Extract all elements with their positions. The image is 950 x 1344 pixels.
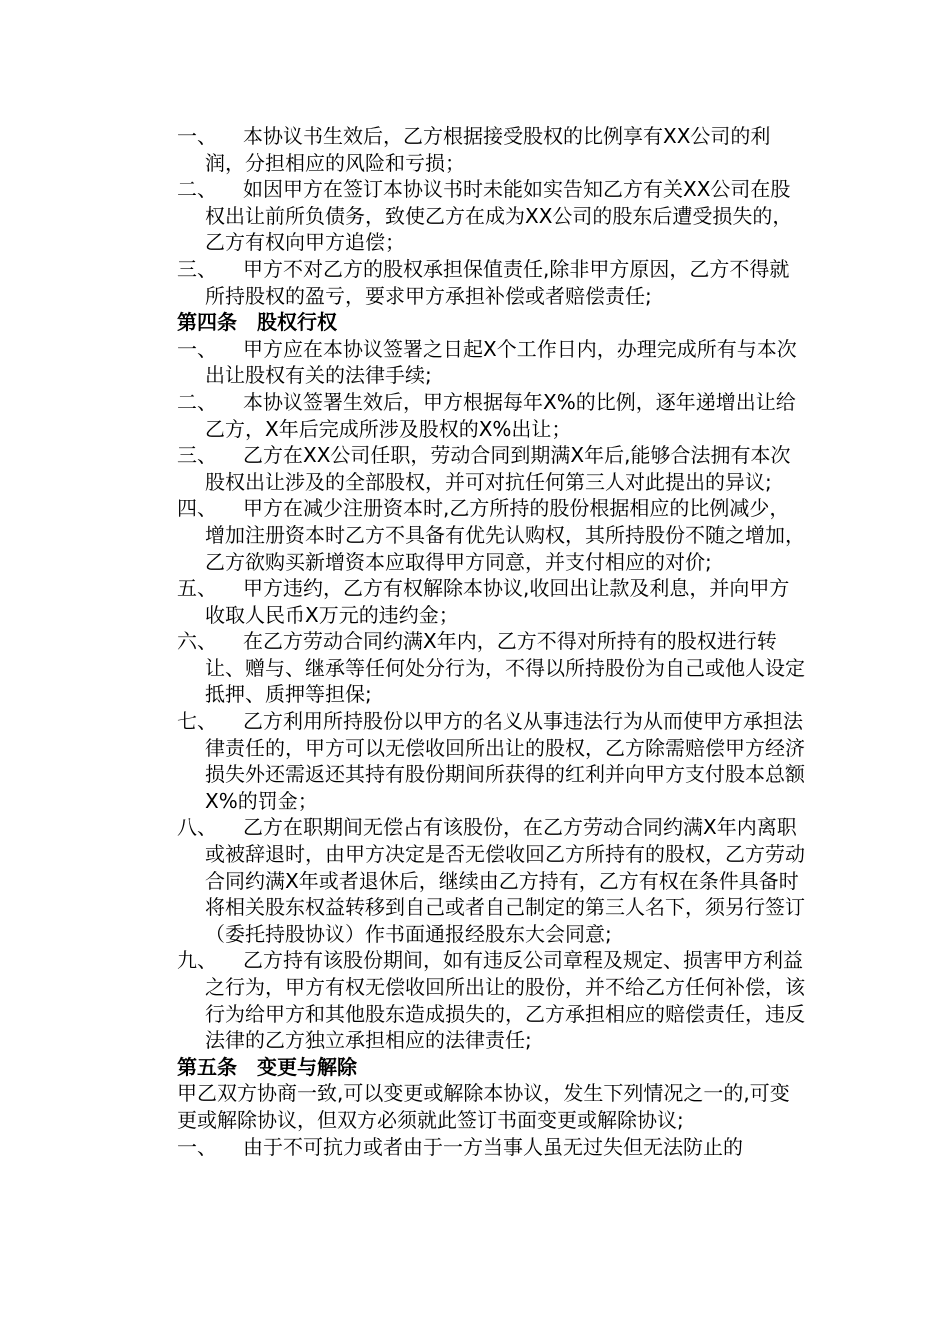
list-item-text: 在乙方劳动合同约满X年内，乙方不得对所持有的股权进行转让、赠与、继承等任何处分行为，不得以所持股份为自己或他人设定抵押、质押等担保; xyxy=(205,629,805,707)
list-item-number: 一、 xyxy=(177,336,217,361)
list-item xyxy=(177,947,809,1053)
list-item-number: 三、 xyxy=(177,443,217,468)
paragraph: 甲乙双方协商一致,可以变更或解除本协议，发生下列情况之一的,可变更或解除协议，但双方必须就此签订书面变更或解除协议; xyxy=(177,1081,790,1132)
list-item-number: 二、 xyxy=(177,177,217,202)
list-item-number: 九、 xyxy=(177,948,217,973)
list-item xyxy=(177,495,809,575)
list-item-text: 甲方违约，乙方有权解除本协议,收回出让款及利息，并向甲方收取人民币X万元的违约金； xyxy=(205,576,790,627)
list-item-text: 本协议签署生效后，甲方根据每年X%的比例，逐年递增出让给乙方，X年后完成所涉及股权的X%出让； xyxy=(205,389,796,441)
list-item-text: 甲方在减少注册资本时,乙方所持的股份根据相应的比例减少，增加注册资本时乙方不具备有优先认购权，其所持股份不随之增加，乙方欲购买新增资本应取得甲方同意，并支付相应的对价; xyxy=(205,496,805,574)
list-item-text: 乙方利用所持股份以甲方的名义从事违法行为从而使甲方承担法律责任的，甲方可以无偿收回所出让的股权，乙方除需赔偿甲方经济损失外还需返还其持有股份期间所获得的红利并向甲方支付股本总额X%的罚金； xyxy=(205,709,805,813)
list-item-text: 乙方持有该股份期间，如有违反公司章程及规定、损害甲方利益之行为，甲方有权无偿收回所出让的股份，并不给乙方任何补偿，该行为给甲方和其他股东造成损失的，乙方承担相应的赔偿责任，违反法律的乙方独立承担相应的法律责任; xyxy=(205,948,805,1053)
list-item xyxy=(177,256,809,309)
list-item-text: 如因甲方在签订本协议书时未能如实告知乙方有关XX公司在股权出让前所负债务，致使乙方在成为XX公司的股东后遭受损失的，乙方有权向甲方追偿； xyxy=(205,177,793,255)
list-item xyxy=(177,708,809,814)
document-body xyxy=(177,123,809,1160)
list-item-number: 八、 xyxy=(177,815,217,840)
list-item xyxy=(177,123,809,176)
list-item xyxy=(177,575,809,628)
section-heading: 第四条 股权行权 xyxy=(177,310,337,335)
list-item-text: 本协议书生效后，乙方根据接受股权的比例享有XX公司的利润，分担相应的风险和亏损； xyxy=(205,124,771,175)
list-item-text: 乙方在职期间无偿占有该股份，在乙方劳动合同约满X年内离职或被辞退时，由甲方决定是否无偿收回乙方所持有的股权，乙方劳动合同约满X年或者退休后，继续由乙方持有，乙方有权在条件具备时将相关股东权益转移到自己或者自己制定的第三人名下，须另行签订（委托持股协议）作书面通报经股东大会同意; xyxy=(205,815,805,946)
list-item xyxy=(177,628,809,708)
list-item xyxy=(177,176,809,256)
list-item xyxy=(177,389,809,442)
list-item-number: 二、 xyxy=(177,389,217,414)
section-heading: 第五条 变更与解除 xyxy=(177,1054,357,1079)
list-item-text: 甲方应在本协议签署之日起X个工作日内，办理完成所有与本次出让股权有关的法律手续; xyxy=(205,336,797,388)
list-item-number: 三、 xyxy=(177,256,217,281)
list-item xyxy=(177,814,809,947)
list-item-number: 一、 xyxy=(177,1134,217,1159)
list-item-number: 一、 xyxy=(177,124,217,148)
list-item-number: 六、 xyxy=(177,629,217,654)
list-item-text: 由于不可抗力或者由于一方当事人虽无过失但无法防止的 xyxy=(243,1134,743,1159)
list-item-number: 七、 xyxy=(177,709,217,734)
list-item xyxy=(177,442,809,495)
list-item-text: 乙方在XX公司任职，劳动合同到期满X年后,能够合法拥有本次股权出让涉及的全部股权，并可对抗任何第三人对此提出的异议; xyxy=(205,443,791,494)
list-item xyxy=(177,1134,809,1161)
list-item-text: 甲方不对乙方的股权承担保值责任,除非甲方原因，乙方不得就所持股权的盈亏，要求甲方承担补偿或者赔偿责任; xyxy=(205,256,790,308)
list-item-number: 五、 xyxy=(177,576,217,601)
list-item xyxy=(177,336,809,389)
list-item-number: 四、 xyxy=(177,496,217,521)
